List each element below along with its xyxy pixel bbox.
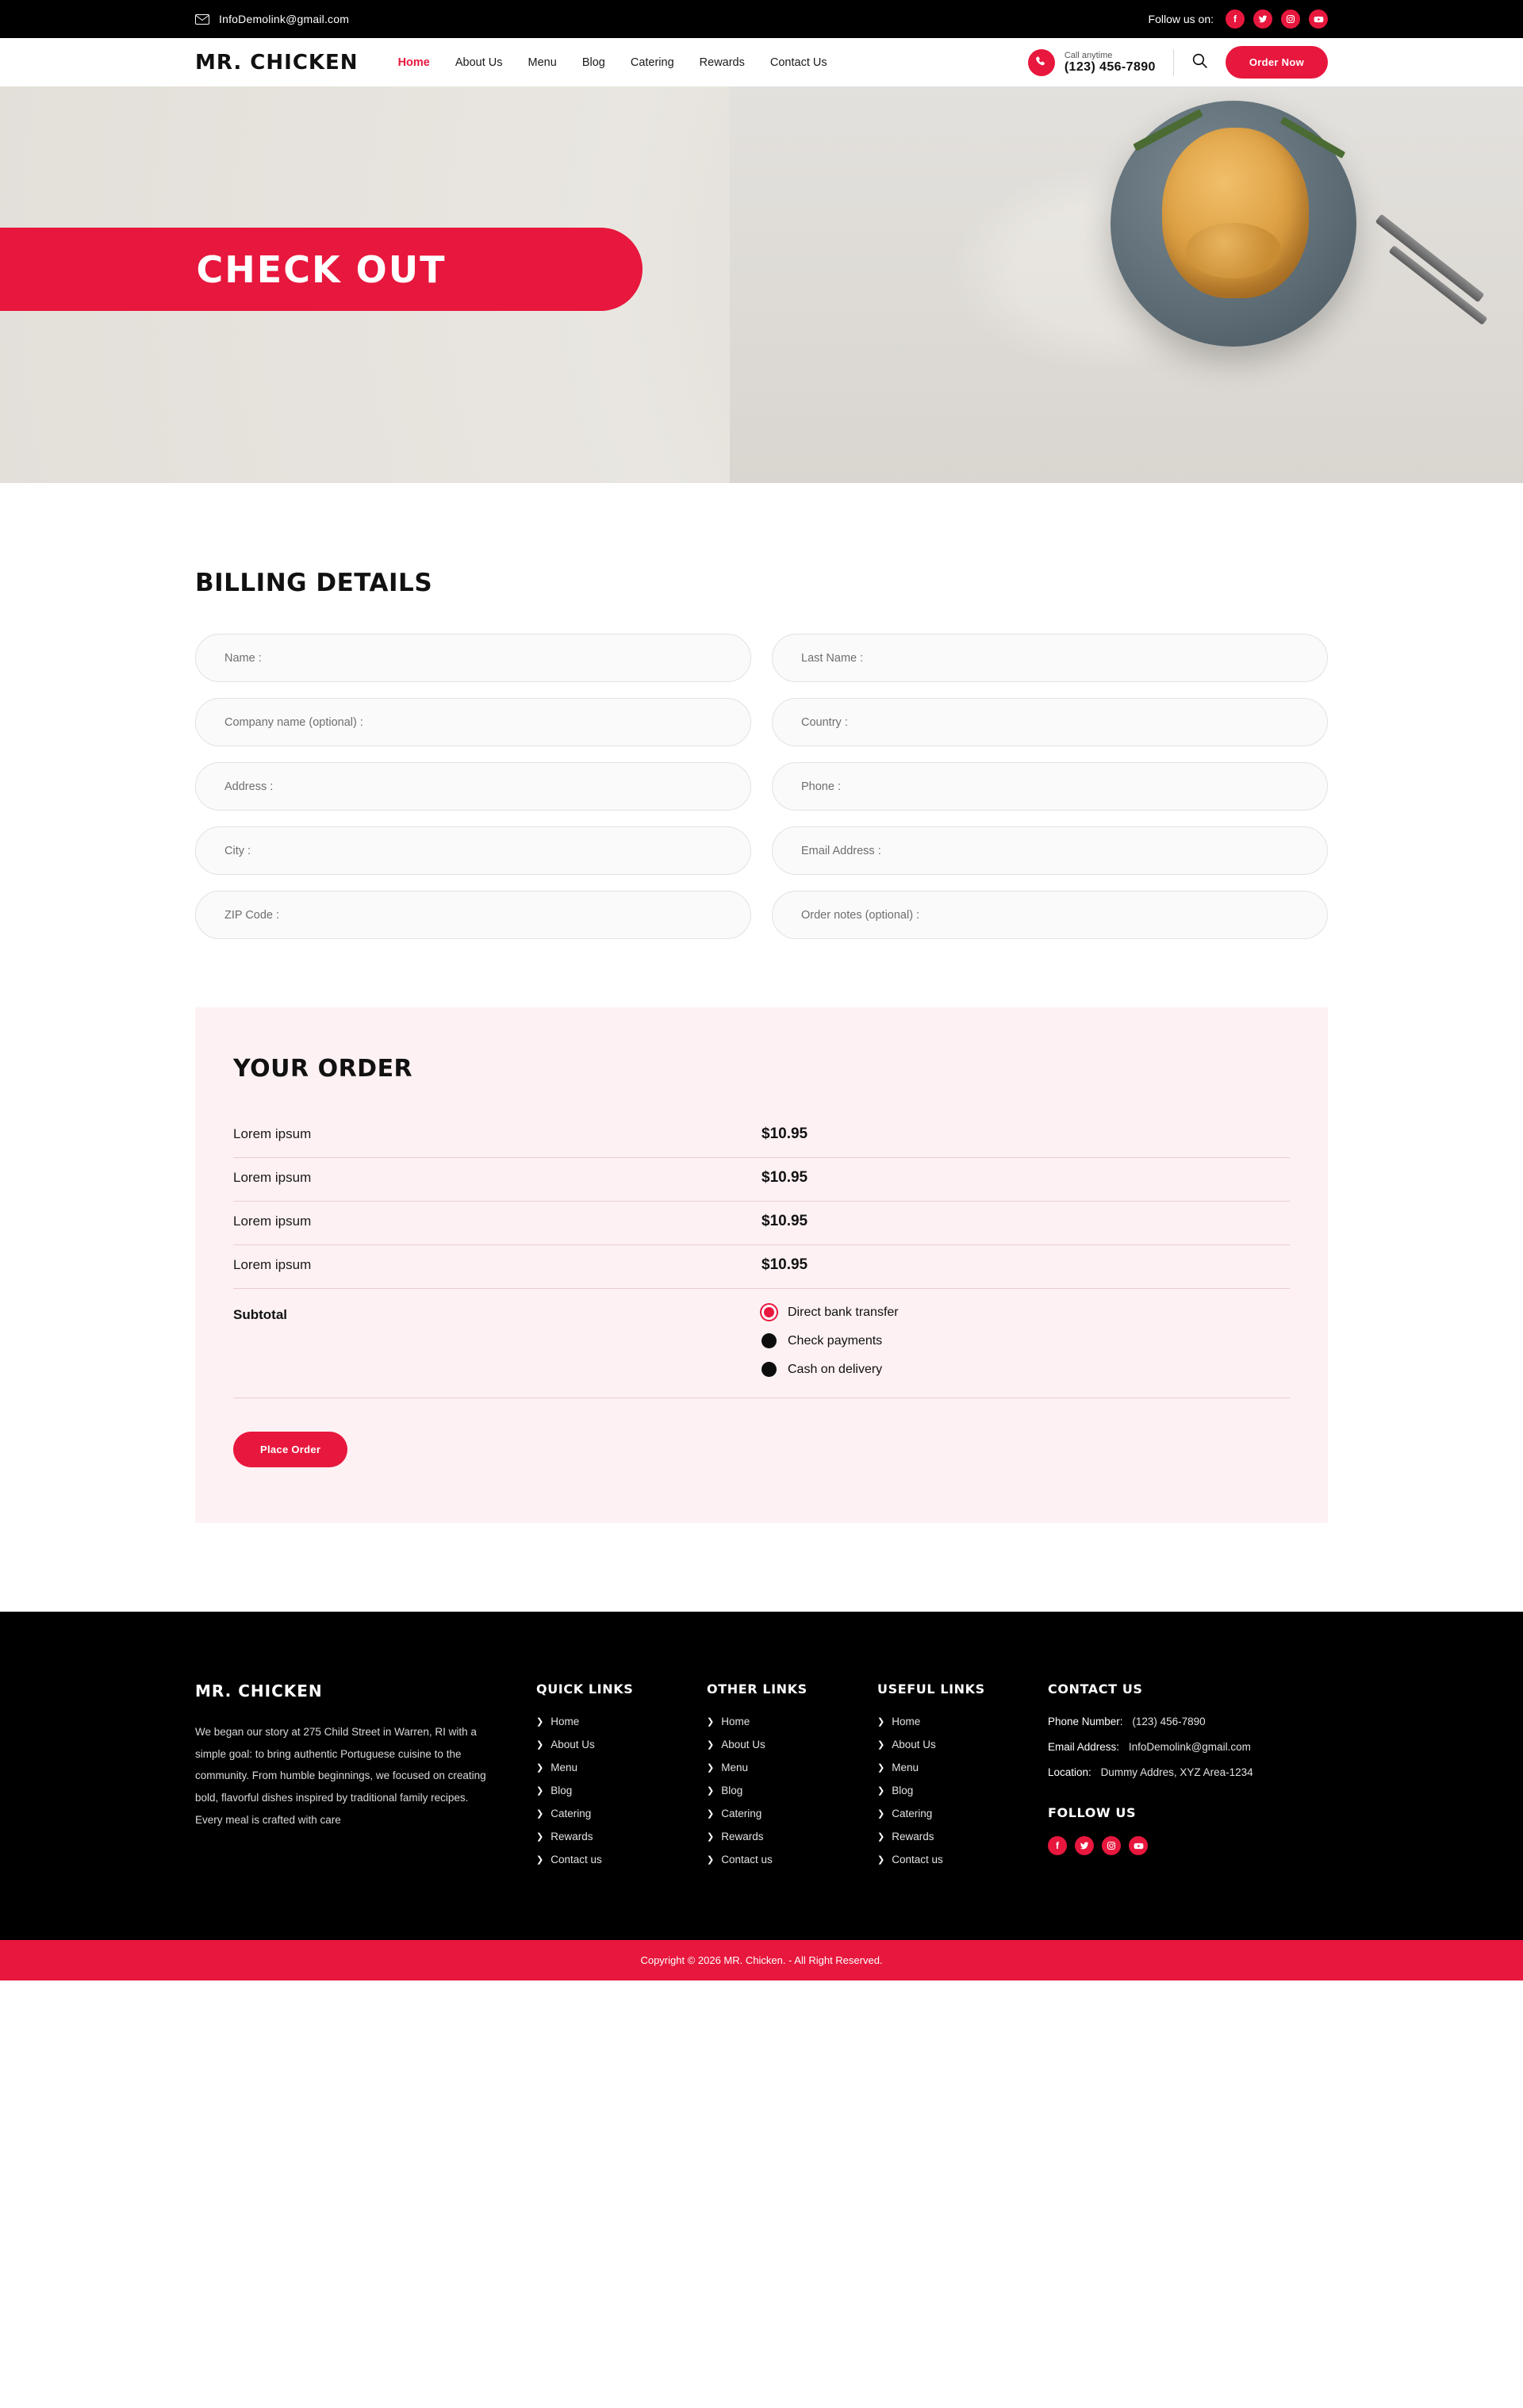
footer-link-label: Contact us [721, 1854, 773, 1865]
footer-about [195, 1681, 536, 1877]
footer-link-label: Home [721, 1716, 750, 1727]
chevron-right-icon: ❯ [707, 1809, 715, 1819]
knife-graphic [1375, 214, 1484, 303]
order-now-button[interactable]: Order Now [1226, 46, 1328, 79]
radio-icon[interactable] [762, 1362, 777, 1377]
billing-details-title: BILLING DETAILS [195, 569, 433, 597]
chevron-right-icon: ❯ [877, 1832, 885, 1842]
footer-link-label: Menu [892, 1762, 919, 1773]
order-item-row [233, 1114, 1290, 1158]
twitter-icon[interactable] [1075, 1836, 1094, 1855]
footer-link-label: Home [551, 1716, 580, 1727]
place-order-button[interactable]: Place Order [233, 1432, 347, 1467]
footer-link-label: Catering [721, 1808, 762, 1819]
footer-socials [1048, 1836, 1253, 1855]
phone-icon [1028, 49, 1055, 76]
footer-link-rewards[interactable] [536, 1831, 707, 1842]
footer-link-blog[interactable] [536, 1785, 707, 1796]
chevron-right-icon: ❯ [536, 1809, 544, 1819]
footer-follow-title: FOLLOW US [1048, 1805, 1137, 1820]
nav-item-blog[interactable]: Blog [581, 56, 605, 69]
subtotal-label: Subtotal [233, 1307, 287, 1322]
follow-us-label: Follow us on: [1148, 13, 1214, 25]
footer-link-menu[interactable] [536, 1762, 707, 1773]
payment-option-label: Check payments [788, 1333, 883, 1348]
order-item-row [233, 1202, 1290, 1245]
hero-food-photo [730, 86, 1523, 483]
footer-logo: MR. CHICKEN [195, 1681, 323, 1701]
main-content [0, 569, 1523, 1523]
footer-link-label: About Us [551, 1739, 595, 1750]
footer-link-blog[interactable] [707, 1785, 877, 1796]
youtube-icon[interactable] [1129, 1836, 1148, 1855]
chevron-right-icon: ❯ [707, 1763, 715, 1773]
instagram-icon[interactable] [1102, 1836, 1121, 1855]
footer-link-home[interactable] [877, 1716, 1048, 1727]
radio-icon[interactable] [762, 1333, 777, 1348]
footer-column-title: QUICK LINKS [536, 1681, 634, 1697]
footer-link-contact-us[interactable] [877, 1854, 1048, 1865]
footer-column-title: CONTACT US [1048, 1681, 1143, 1697]
chevron-right-icon: ❯ [877, 1855, 885, 1865]
your-order-title: YOUR ORDER [233, 1055, 413, 1083]
footer-link-label: Blog [721, 1785, 743, 1796]
footer-link-menu[interactable] [707, 1762, 877, 1773]
instagram-icon[interactable] [1281, 10, 1300, 29]
payment-option-cash-on-delivery[interactable] [762, 1362, 899, 1377]
chevron-right-icon: ❯ [877, 1809, 885, 1819]
nav-item-menu[interactable]: Menu [527, 56, 557, 69]
payment-option-direct-bank-transfer[interactable] [762, 1305, 899, 1320]
chevron-right-icon: ❯ [877, 1763, 885, 1773]
footer-link-label: Home [892, 1716, 921, 1727]
youtube-icon[interactable] [1309, 10, 1328, 29]
payment-option-label: Cash on delivery [788, 1362, 883, 1376]
chevron-right-icon: ❯ [536, 1832, 544, 1842]
page-title-banner [0, 228, 643, 311]
address-field[interactable] [195, 762, 751, 811]
footer-link-label: Contact us [892, 1854, 943, 1865]
facebook-icon[interactable]: f [1048, 1836, 1067, 1855]
footer-link-blog[interactable] [877, 1785, 1048, 1796]
chevron-right-icon: ❯ [877, 1717, 885, 1727]
footer-link-label: About Us [892, 1739, 936, 1750]
hero-banner [0, 86, 1523, 483]
your-order-panel [195, 1007, 1328, 1523]
order-item-row [233, 1245, 1290, 1289]
email-address-field[interactable] [772, 826, 1328, 875]
search-icon[interactable] [1191, 52, 1208, 73]
city-field[interactable] [195, 826, 751, 875]
roast-chicken-graphic [1162, 128, 1309, 298]
chevron-right-icon: ❯ [536, 1740, 544, 1750]
phone-number[interactable]: (123) 456-7890 [1064, 59, 1156, 74]
footer-location-value: Dummy Addres, XYZ Area-1234 [1100, 1766, 1253, 1778]
footer-link-label: Blog [551, 1785, 573, 1796]
footer-link-catering[interactable] [536, 1808, 707, 1819]
order-item-price: $10.95 [762, 1125, 808, 1142]
footer-phone-value[interactable]: (123) 456-7890 [1132, 1716, 1206, 1727]
footer-column-useful-links [877, 1681, 1048, 1877]
footer-link-label: Catering [551, 1808, 592, 1819]
order-item-price: $10.95 [762, 1169, 808, 1186]
nav-item-contact-us[interactable]: Contact Us [769, 56, 827, 69]
footer-location-line [1048, 1766, 1253, 1778]
chevron-right-icon: ❯ [536, 1786, 544, 1796]
footer-link-catering[interactable] [877, 1808, 1048, 1819]
order-item-price: $10.95 [762, 1256, 808, 1273]
page-title: CHECK OUT [196, 247, 447, 291]
footer-phone-label: Phone Number: [1048, 1716, 1123, 1727]
footer-link-label: Menu [551, 1762, 577, 1773]
site-header [0, 38, 1523, 86]
footer-column-title: OTHER LINKS [707, 1681, 808, 1697]
footer-link-label: Blog [892, 1785, 914, 1796]
main-nav [398, 56, 827, 69]
radio-icon-selected[interactable] [762, 1305, 777, 1320]
subtotal-row [233, 1289, 1290, 1398]
order-item-name: Lorem ipsum [233, 1170, 312, 1185]
order-item-name: Lorem ipsum [233, 1257, 312, 1272]
footer-link-label: Menu [721, 1762, 748, 1773]
site-logo[interactable]: MR. CHICKEN [195, 50, 359, 75]
footer-link-label: Catering [892, 1808, 933, 1819]
footer-link-label: Rewards [551, 1831, 593, 1842]
footer-link-label: Contact us [551, 1854, 602, 1865]
chevron-right-icon: ❯ [707, 1740, 715, 1750]
footer-column-contact-us [1048, 1681, 1253, 1877]
footer-column-title: USEFUL LINKS [877, 1681, 985, 1697]
footer-link-home[interactable] [536, 1716, 707, 1727]
footer-link-contact-us[interactable] [707, 1854, 877, 1865]
order-item-name: Lorem ipsum [233, 1214, 312, 1229]
footer-location-label: Location: [1048, 1766, 1091, 1778]
chevron-right-icon: ❯ [877, 1786, 885, 1796]
footer-link-label: Rewards [721, 1831, 764, 1842]
chevron-right-icon: ❯ [536, 1855, 544, 1865]
footer-email-value[interactable]: InfoDemolink@gmail.com [1128, 1741, 1251, 1753]
order-item-row [233, 1158, 1290, 1202]
footer-about-text: We began our story at 275 Child Street in Warren, RI with a simple goal: to bring authentic Portuguese cuisine to the community. From humble beginnings, we focused on creating bold, flavorful dishes inspired by traditional family recipes. Every meal is crafted with care [195, 1726, 486, 1826]
order-item-price: $10.95 [762, 1213, 808, 1229]
payment-options [762, 1305, 899, 1377]
chevron-right-icon: ❯ [707, 1832, 715, 1842]
company-name-field[interactable] [195, 698, 751, 746]
footer-link-contact-us[interactable] [536, 1854, 707, 1865]
phone-label: Call anytime [1064, 50, 1113, 60]
payment-option-check-payments[interactable] [762, 1333, 899, 1348]
payment-option-label: Direct bank transfer [788, 1305, 899, 1319]
footer-link-label: Rewards [892, 1831, 934, 1842]
chevron-right-icon: ❯ [877, 1740, 885, 1750]
facebook-icon[interactable]: f [1226, 10, 1245, 29]
footer-link-about-us[interactable] [877, 1739, 1048, 1750]
last-name-field[interactable] [772, 634, 1328, 682]
footer-link-menu[interactable] [877, 1762, 1048, 1773]
nav-item-rewards[interactable]: Rewards [699, 56, 745, 69]
top-bar-social-area [1149, 10, 1328, 29]
chevron-right-icon: ❯ [707, 1717, 715, 1727]
copyright-bar: Copyright © 2026 MR. Chicken. - All Right Reserved. [0, 1940, 1523, 1980]
mail-icon [195, 14, 209, 25]
top-bar [0, 0, 1523, 38]
footer-link-rewards[interactable] [877, 1831, 1048, 1842]
nav-item-about-us[interactable]: About Us [455, 56, 503, 69]
header-actions [1028, 46, 1328, 79]
chevron-right-icon: ❯ [536, 1763, 544, 1773]
zip-code-field[interactable] [195, 891, 751, 939]
header-divider [1173, 49, 1174, 76]
phone-field[interactable] [772, 762, 1328, 811]
footer-phone-line [1048, 1716, 1253, 1727]
top-bar-email[interactable]: InfoDemolink@gmail.com [219, 13, 350, 25]
nav-item-catering[interactable]: Catering [630, 56, 674, 69]
country-field[interactable] [772, 698, 1328, 746]
name-field[interactable] [195, 634, 751, 682]
header-phone[interactable] [1028, 49, 1156, 76]
footer-link-about-us[interactable] [707, 1739, 877, 1750]
order-item-name: Lorem ipsum [233, 1126, 312, 1141]
chevron-right-icon: ❯ [707, 1855, 715, 1865]
site-footer [0, 1612, 1523, 1940]
footer-email-line [1048, 1741, 1253, 1753]
footer-column-other-links [707, 1681, 877, 1877]
twitter-icon[interactable] [1253, 10, 1272, 29]
footer-link-about-us[interactable] [536, 1739, 707, 1750]
footer-link-label: About Us [721, 1739, 765, 1750]
footer-column-quick-links [536, 1681, 707, 1877]
footer-email-label: Email Address: [1048, 1741, 1120, 1753]
footer-link-rewards[interactable] [707, 1831, 877, 1842]
top-bar-contact [195, 13, 349, 25]
chevron-right-icon: ❯ [707, 1786, 715, 1796]
billing-form [195, 634, 1328, 939]
order-notes-field[interactable] [772, 891, 1328, 939]
nav-item-home[interactable]: Home [397, 56, 430, 69]
footer-link-home[interactable] [707, 1716, 877, 1727]
footer-link-catering[interactable] [707, 1808, 877, 1819]
chevron-right-icon: ❯ [536, 1717, 544, 1727]
